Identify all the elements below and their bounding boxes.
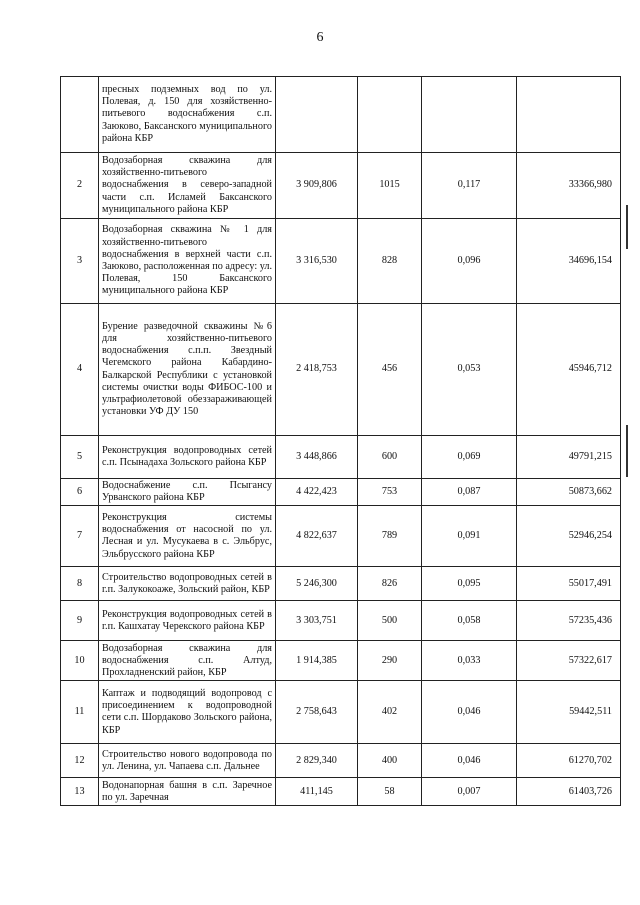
cost-value bbox=[276, 77, 358, 153]
cost-value: 1 914,385 bbox=[276, 641, 358, 681]
cost-value: 3 448,866 bbox=[276, 436, 358, 479]
share-value: 0,091 bbox=[422, 506, 517, 567]
share-value: 0,069 bbox=[422, 436, 517, 479]
volume-value: 58 bbox=[358, 778, 422, 806]
share-value: 0,033 bbox=[422, 641, 517, 681]
table-row bbox=[61, 567, 621, 601]
row-number: 2 bbox=[61, 153, 99, 219]
share-value bbox=[422, 77, 517, 153]
cumulative-value: 57322,617 bbox=[517, 641, 621, 681]
share-value: 0,046 bbox=[422, 744, 517, 778]
volume-value: 753 bbox=[358, 479, 422, 506]
volume-value bbox=[358, 77, 422, 153]
table-row bbox=[61, 601, 621, 641]
scan-edge-mark bbox=[626, 425, 628, 477]
object-description: Реконструкция водопроводных сетей с.п. Псынадаха Зольского района КБР bbox=[99, 436, 276, 479]
volume-value: 500 bbox=[358, 601, 422, 641]
row-number: 13 bbox=[61, 778, 99, 806]
table-row bbox=[61, 681, 621, 744]
volume-value: 290 bbox=[358, 641, 422, 681]
cost-value: 2 418,753 bbox=[276, 304, 358, 436]
share-value: 0,046 bbox=[422, 681, 517, 744]
object-description: Реконструкция системы водоснабжения от насосной по ул. Лесная и ул. Мусукаева в с. Эльбрус, Эльбрусского района КБР bbox=[99, 506, 276, 567]
cumulative-value: 55017,491 bbox=[517, 567, 621, 601]
cost-value: 4 422,423 bbox=[276, 479, 358, 506]
object-description: Водозаборная скважина № 1 для хозяйственно-питьевого водоснабжения в верхней части с.п. Заюково, расположенная по адресу: ул. Полевая, 150 Баксанского муниципального района КБР bbox=[99, 219, 276, 304]
table-row bbox=[61, 744, 621, 778]
cumulative-value: 61403,726 bbox=[517, 778, 621, 806]
cost-value: 2 829,340 bbox=[276, 744, 358, 778]
object-description: Водозаборная скважина для водоснабжения с.п. Алтуд, Прохладненский район, КБР bbox=[99, 641, 276, 681]
volume-value: 789 bbox=[358, 506, 422, 567]
cumulative-value: 49791,215 bbox=[517, 436, 621, 479]
page-number: 6 bbox=[316, 30, 324, 45]
row-number: 12 bbox=[61, 744, 99, 778]
object-description: Водозаборная скважина для хозяйственно-питьевого водоснабжения в северо-западной части с.п. Исламей Баксанского муниципального района КБР bbox=[99, 153, 276, 219]
object-description: Водоснабжение с.п. Псыгансу Урванского района КБР bbox=[99, 479, 276, 506]
row-number: 8 bbox=[61, 567, 99, 601]
share-value: 0,053 bbox=[422, 304, 517, 436]
volume-value: 828 bbox=[358, 219, 422, 304]
object-description: Каптаж и подводящий водопровод с присоединением к водопроводной сети с.п. Шордаково Зольского района, КБР bbox=[99, 681, 276, 744]
volume-value: 402 bbox=[358, 681, 422, 744]
row-number: 10 bbox=[61, 641, 99, 681]
share-value: 0,096 bbox=[422, 219, 517, 304]
table-row bbox=[61, 304, 621, 436]
cost-value: 3 316,530 bbox=[276, 219, 358, 304]
share-value: 0,007 bbox=[422, 778, 517, 806]
table-row bbox=[61, 77, 621, 153]
cumulative-value: 59442,511 bbox=[517, 681, 621, 744]
share-value: 0,095 bbox=[422, 567, 517, 601]
share-value: 0,058 bbox=[422, 601, 517, 641]
share-value: 0,087 bbox=[422, 479, 517, 506]
cumulative-value: 50873,662 bbox=[517, 479, 621, 506]
volume-value: 400 bbox=[358, 744, 422, 778]
table-row bbox=[61, 506, 621, 567]
row-number: 11 bbox=[61, 681, 99, 744]
volume-value: 1015 bbox=[358, 153, 422, 219]
cumulative-value: 45946,712 bbox=[517, 304, 621, 436]
table-row bbox=[61, 641, 621, 681]
row-number bbox=[61, 77, 99, 153]
scan-edge-mark bbox=[626, 205, 628, 249]
row-number: 7 bbox=[61, 506, 99, 567]
row-number: 6 bbox=[61, 479, 99, 506]
cost-value: 5 246,300 bbox=[276, 567, 358, 601]
cumulative-value: 34696,154 bbox=[517, 219, 621, 304]
share-value: 0,117 bbox=[422, 153, 517, 219]
table-row bbox=[61, 436, 621, 479]
object-description: Реконструкция водопроводных сетей в г.п. Кашхатау Черекского района КБР bbox=[99, 601, 276, 641]
cost-value: 2 758,643 bbox=[276, 681, 358, 744]
cost-value: 3 909,806 bbox=[276, 153, 358, 219]
cumulative-value: 33366,980 bbox=[517, 153, 621, 219]
object-description: пресных подземных вод по ул. Полевая, д. 150 для хозяйственно-питьевого водоснабжения с.п. Заюково, Баксанского муниципального района КБР bbox=[99, 77, 276, 153]
cumulative-value: 57235,436 bbox=[517, 601, 621, 641]
table-row bbox=[61, 479, 621, 506]
volume-value: 600 bbox=[358, 436, 422, 479]
cost-value: 411,145 bbox=[276, 778, 358, 806]
object-description: Строительство нового водопровода по ул. Ленина, ул. Чапаева с.п. Дальнее bbox=[99, 744, 276, 778]
object-description: Бурение разведочной скважины №6 для хозяйственно-питьевого водоснабжения с.п.п. Звездный Чегемского района Кабардино-Балкарской Республики с установкой системы очистки воды ФИБОС-100 и ультрафиолетовой обеззараживающей установки УФ ДУ 150 bbox=[99, 304, 276, 436]
table-row bbox=[61, 153, 621, 219]
table-row bbox=[61, 219, 621, 304]
cumulative-value: 61270,702 bbox=[517, 744, 621, 778]
volume-value: 456 bbox=[358, 304, 422, 436]
object-description: Строительство водопроводных сетей в г.п. Залукокоаже, Зольский район, КБР bbox=[99, 567, 276, 601]
cost-value: 3 303,751 bbox=[276, 601, 358, 641]
row-number: 3 bbox=[61, 219, 99, 304]
projects-table bbox=[60, 76, 621, 806]
row-number: 9 bbox=[61, 601, 99, 641]
table-row bbox=[61, 778, 621, 806]
volume-value: 826 bbox=[358, 567, 422, 601]
row-number: 5 bbox=[61, 436, 99, 479]
cumulative-value bbox=[517, 77, 621, 153]
row-number: 4 bbox=[61, 304, 99, 436]
cost-value: 4 822,637 bbox=[276, 506, 358, 567]
object-description: Водонапорная башня в с.п. Заречное по ул. Заречная bbox=[99, 778, 276, 806]
cumulative-value: 52946,254 bbox=[517, 506, 621, 567]
